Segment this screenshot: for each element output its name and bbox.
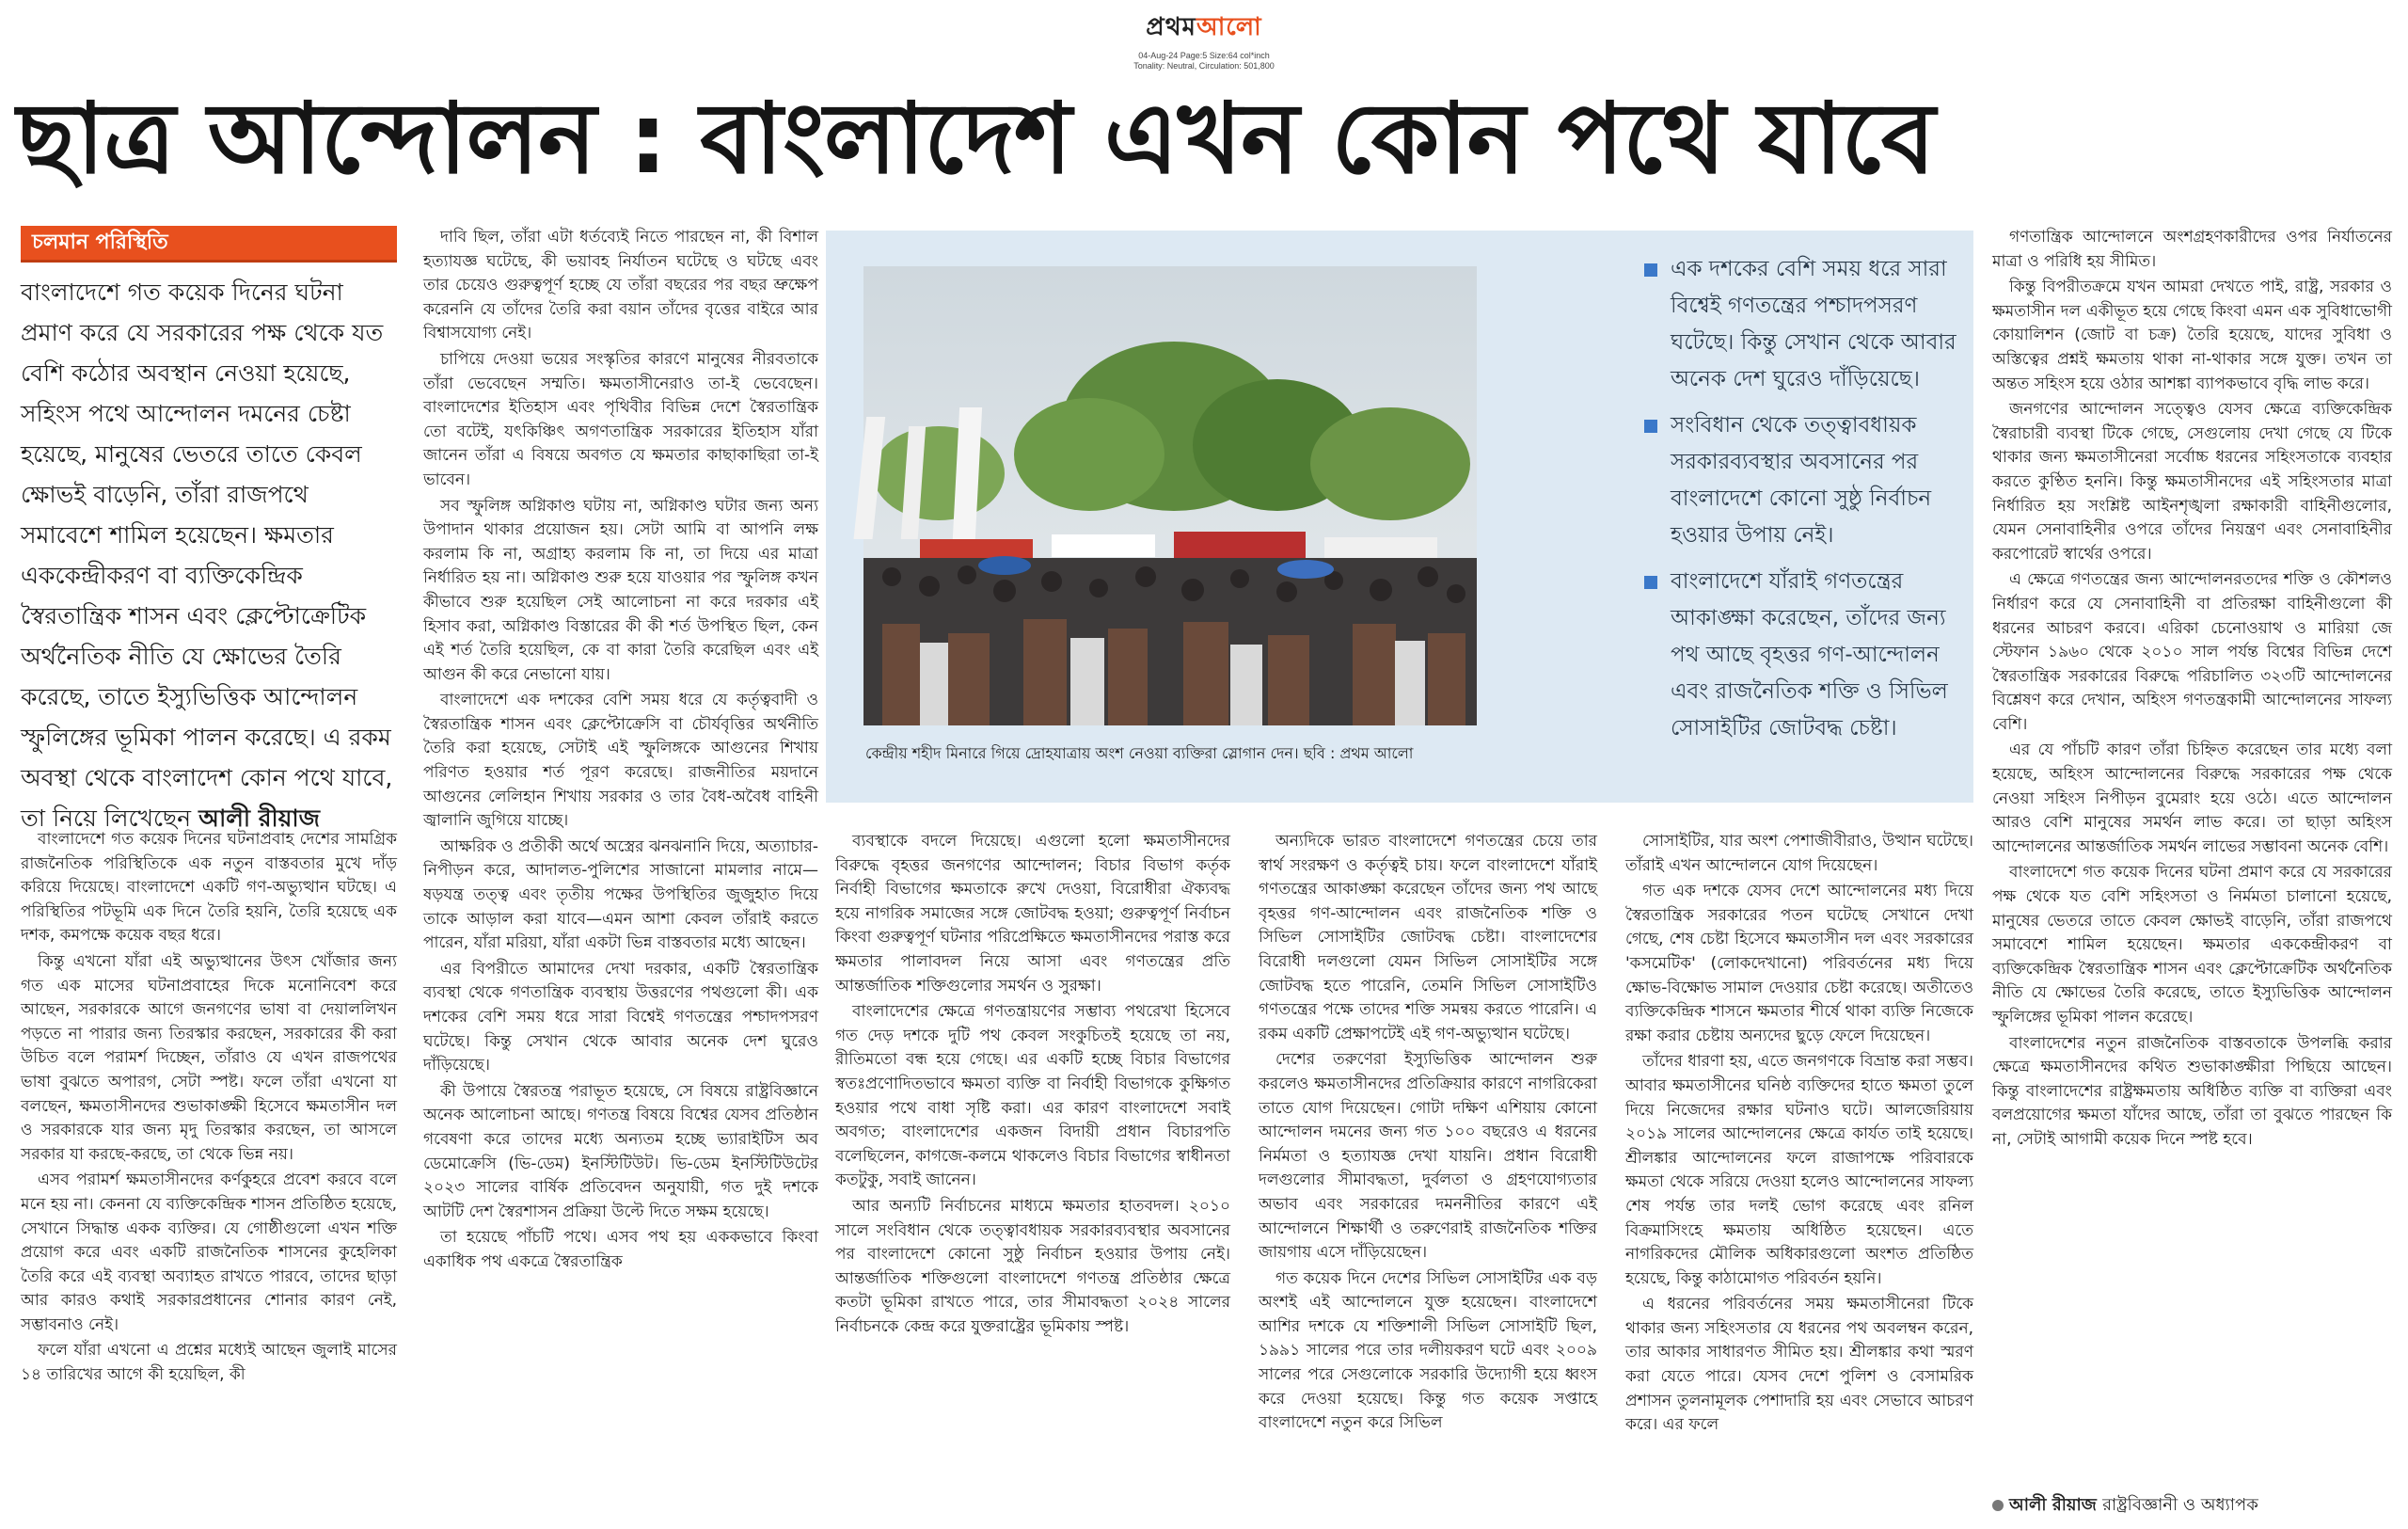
body-paragraph: সব স্ফুলিঙ্গ অগ্নিকাণ্ড ঘটায় না, অগ্নিকাণ্ড ঘটার জন্য অন্য উপাদান থাকার প্রয়োজন হয়। সেটা আমি বা আপনি লক্ষ করলাম কি না, অগ্রাহ্য করলাম কি না, তা দিয়ে এর মাত্রা নির্ধারিত হয় না। অগ্নিকাণ্ড শুরু হয়ে যাওয়ার পর স্ফুলিঙ্গ কখন কীভাবে শুরু হয়েছিল সেই আলোচনা না করে দরকার এই হিসাব করা, অগ্নিকাণ্ড বিস্তারের কী কী শর্ত উপস্থিত ছিল, কেন এই শর্ত তৈরি হয়েছিল, কে বা কারা তৈরি করেছিল এবং এই আগুন কী করে নেভানো যায়।: [423, 496, 818, 684]
author-dot-icon: [1992, 1500, 2004, 1511]
body-paragraph: কিন্তু বিপরীতক্রমে যখন আমরা দেখতে পাই, রাষ্ট্র, সরকার ও ক্ষমতাসীন দল একীভূত হয়ে গেছে কিংবা এমন এক সুবিধাভোগী কোয়ালিশন (জোট বা চক্র) তৈরি হয়েছে, যাদের সুবিধা ও অস্তিত্বের প্রশ্নই ক্ষমতায় থাকা না-থাকার সঙ্গে যুক্ত। তখন তা অন্তত সহিংস হয়ে ওঠার আশঙ্কা ব্যাপকভাবে বৃদ্ধি লাভ করে।: [1992, 278, 2392, 393]
body-paragraph: বাংলাদেশে গত কয়েক দিনের ঘটনা প্রমাণ করে যে সরকারের পক্ষ থেকে যত বেশি সহিংসতা ও নির্মমতা চালানো হয়েছে, মানুষের ভেতরে তাতে কেবল ক্ষোভই বাড়েনি, তাঁরা রাজপথে সমাবেশে শামিল হয়েছেন। ক্ষমতার এককেন্দ্রীকরণ বা ব্যক্তিকেন্দ্রিক স্বৈরতান্ত্রিক শাসন এবং ক্লেপ্টোক্রেটিক অর্থনৈতিক নীতি যে ক্ষোভের তৈরি করেছে, তাতে ইস্যুভিত্তিক আন্দোলন স্ফুলিঙ্গের ভূমিকা পালন করেছে।: [1992, 863, 2392, 1027]
body-paragraph: বাংলাদেশের নতুন রাজনৈতিক বাস্তবতাকে উপলব্ধি করার ক্ষেত্রে ক্ষমতাসীনদের কথিত শুভাকাঙ্ক্ষীরা পিছিয়ে আছেন। কিন্তু বাংলাদেশের রাষ্ট্রক্ষমতায় অধিষ্ঠিত ব্যক্তি বা ব্যক্তিরা এবং বলপ্রয়োগের ক্ষমতা যাঁদের আছে, তাঁরা তা বুঝতে পারছেন কি না, সেটাই আগামী কয়েক দিনে স্পষ্ট হবে।: [1992, 1033, 2392, 1149]
column-4: [1259, 830, 1597, 1529]
clipping-meta: 04-Aug-24 Page:5 Size:64 col*inch Tonality: Neutral, Circulation: 501,800: [1133, 51, 1275, 71]
body-paragraph: এর বিপরীতে আমাদের দেখা দরকার, একটি স্বৈরতান্ত্রিক ব্যবস্থা থেকে গণতান্ত্রিক ব্যবস্থায় উত্তরণের পথগুলো কী। এক দশকের বেশি সময় ধরে সারা বিশ্বেই গণতন্ত্রের পশ্চাদপসরণ ঘটেছে। কিন্তু সেখান থেকে আবার অনেক দেশ ঘুরেও দাঁড়িয়েছে।: [423, 959, 818, 1075]
bullet-square-icon: [1644, 420, 1657, 433]
body-paragraph: দেশের তরুণেরা ইস্যুভিত্তিক আন্দোলন শুরু করলেও ক্ষমতাসীনদের প্রতিক্রিয়ার কারণে নাগরিকেরা তাতে যোগ দিয়েছেন। গোটা দক্ষিণ এশিয়ায় কোনো আন্দোলন দমনের জন্য গত ১০০ বছরেও এ ধরনের নির্মমতা ও হত্যাযজ্ঞ দেখা যায়নি। প্রধান বিরোধী দলগুলোর সীমাবদ্ধতা, দুর্বলতা ও গ্রহণযোগ্যতার অভাব এবং সরকারের দমননীতির কারণে এই আন্দোলনে শিক্ষার্থী ও তরুণেরাই রাজনৈতিক শক্তির জায়গায় এসে দাঁড়িয়েছেন।: [1259, 1050, 1597, 1263]
body-paragraph: বাংলাদেশে এক দশকের বেশি সময় ধরে যে কর্তৃত্ববাদী ও স্বৈরতান্ত্রিক শাসন এবং ক্লেপ্টোক্রেসি বা চৌর্যবৃত্তির অর্থনীতি তৈরি করা হয়েছে, সেটাই এই স্ফুলিঙ্গকে আগুনের শিখায় পরিণত হওয়ার শর্ত পূরণ করেছে। রাজনীতির ময়দানে আগুনের লেলিহান শিখায় সরকার ও তার বৈধ-অবৈধ বাহিনী জ্বালানি জুগিয়ে যাচ্ছে।: [423, 691, 818, 831]
body-paragraph: দাবি ছিল, তাঁরা এটা ধর্তব্যেই নিতে পারছেন না, কী বিশাল হত্যাযজ্ঞ ঘটেছে, কী ভয়াবহ নির্যাতন ঘটেছে ও ঘটছে এবং তার চেয়েও গুরুত্বপূর্ণ হচ্ছে যে তাঁরা বছরের পর বছর ভ্রুক্ষেপ করেননি যে তাঁদের তৈরি করা বয়ান তাঁদের বৃত্তের বাইরে আর বিশ্বাসযোগ্য নেই।: [423, 228, 818, 343]
body-paragraph: অন্যদিকে ভারত বাংলাদেশে গণতন্ত্রের চেয়ে তার স্বার্থ সংরক্ষণ ও কর্তৃত্বই চায়। ফলে বাংলাদেশে যাঁরাই গণতন্ত্রের আকাঙ্ক্ষা করেছেন তাঁদের জন্য পথ আছে বৃহত্তর গণ-আন্দোলন এবং রাজনৈতিক শক্তি ও সিভিল সোসাইটির জোটবদ্ধ চেষ্টা। বাংলাদেশের বিরোধী দলগুলো যেমন সিভিল সোসাইটির সঙ্গে জোটবদ্ধ হতে পারেনি, তেমনি সিভিল সোসাইটিও গণতন্ত্রের পক্ষে তাদের শক্তি সমন্বয় করতে পারেনি। এ রকম একটি প্রেক্ষাপটেই এই গণ-অভ্যুত্থান ঘটেছে।: [1259, 832, 1597, 1043]
body-paragraph: ব্যবস্থাকে বদলে দিয়েছে। এগুলো হলো ক্ষমতাসীনদের বিরুদ্ধে বৃহত্তর জনগণের আন্দোলন; বিচার বিভাগ কর্তৃক নির্বাহী বিভাগের ক্ষমতাকে রুখে দেওয়া, বিরোধীরা ঐক্যবদ্ধ হয়ে নাগরিক সমাজের সঙ্গে জোটবদ্ধ হওয়া; গুরুত্বপূর্ণ নির্বাচন কিংবা গুরুত্বপূর্ণ ঘটনার পরিপ্রেক্ষিতে ক্ষমতাসীনদের পরাস্ত করে ক্ষমতার পালাবদল নিয়ে আসা এবং গণতন্ত্রের প্রতি আন্তর্জাতিক শক্তিগুলোর সমর্থন ও সুরক্ষা।: [835, 832, 1230, 995]
highlight-bullets: [1644, 251, 1964, 757]
body-paragraph: আক্ষরিক ও প্রতীকী অর্থে অস্ত্রের ঝনঝনানি দিয়ে, অত্যাচার-নিপীড়ন করে, আদালত-পুলিশের সাজানো মামলার নামে—ষড়যন্ত্র তত্ত্ব এবং তৃতীয় পক্ষের উপস্থিতির জুজুহাত দিয়ে তাকে আড়াল করা যাবে—এমন আশা কেবল তাঁরাই করতে পারেন, যাঁরা মরিয়া, যাঁরা একটা ভিন্ন বাস্তবতার মধ্যে আছেন।: [423, 836, 818, 953]
masthead: [1110, 8, 1298, 71]
body-paragraph: আর অন্যটি নির্বাচনের মাধ্যমে ক্ষমতার হাতবদল। ২০১০ সালে সংবিধান থেকে তত্ত্বাবধায়ক সরকারব্যবস্থার অবসানের পর বাংলাদেশে কোনো সুষ্ঠু নির্বাচন হওয়ার উপায় নেই। আন্তর্জাতিক শক্তিগুলো বাংলাদেশে গণতন্ত্র প্রতিষ্ঠার ক্ষেত্রে কতটা ভূমিকা রাখতে পারে, তার সীমাবদ্ধতা ২০২৪ সালের নির্বাচনকে কেন্দ্র করে যুক্তরাষ্ট্রের ভূমিকায় স্পষ্ট।: [835, 1196, 1230, 1336]
body-paragraph: এ ধরনের পরিবর্তনের সময় ক্ষমতাসীনেরা টিকে থাকার জন্য সহিংসতার যে ধরনের পথ অবলম্বন করেন, তার আকার সাধারণত সীমিত হয়। শ্রীলঙ্কার কথা স্মরণ করা যেতে পারে। যেসব দেশে পুলিশ ও বেসামরিক প্রশাসন তুলনামূলক পেশাদারি হয় এবং সেভাবে আচরণ করে। এর ফলে: [1625, 1295, 1973, 1435]
body-paragraph: তা হয়েছে পাঁচটি পথে। এসব পথ হয় এককভাবে কিংবা একাধিক পথ একত্রে স্বৈরতান্ত্রিক: [423, 1228, 818, 1271]
author-name: আলী রীয়াজ: [2009, 1495, 2097, 1515]
body-paragraph: জনগণের আন্দোলন সত্ত্বেও যেসব ক্ষেত্রে ব্যক্তিকেন্দ্রিক স্বৈরাচারী ব্যবস্থা টিকে গেছে, সেগুলোয় দেখা গেছে যে টিকে থাকার জন্য ক্ষমতাসীনেরা সর্বোচ্চ ধরনের সহিংসতাকে ব্যবহার করতে কুণ্ঠিত হননি। কিন্তু ক্ষমতাসীনদের এই সহিংসতার মাত্রা নির্ধারিত হয় সংশ্লিষ্ট আইনশৃঙ্খলা রক্ষাকারী বাহিনীগুলোর, যেমন সেনাবাহিনীর ওপরে তাঁদের নিয়ন্ত্রণ এবং সেনাবাহিনীর করপোরেট স্বার্থের ওপরে।: [1992, 400, 2392, 564]
bullet-square-icon: [1644, 576, 1657, 589]
column-5: [1625, 830, 1973, 1529]
body-paragraph: ফলে যাঁরা এখনো এ প্রশ্নের মধ্যেই আছেন জুলাই মাসের ১৪ তারিখের আগে কী হয়েছিল, কী: [21, 1341, 397, 1385]
body-paragraph: তাঁদের ধারণা হয়, এতে জনগণকে বিভ্রান্ত করা সম্ভব। আবার ক্ষমতাসীনের ঘনিষ্ঠ ব্যক্তিদের হাতে ক্ষমতা তুলে দিয়ে নিজেদের রক্ষার ঘটনাও ঘটে। আলজেরিয়ায় ২০১৯ সালের আন্দোলনের ক্ষেত্রে কার্যত তাই হয়েছে। শ্রীলঙ্কার আন্দোলনের ফলে রাজাপক্ষে পরিবারকে ক্ষমতা থেকে সরিয়ে দেওয়া হলেও আন্দোলনের সাফল্য শেষ পর্যন্ত তার দলই ভোগ করেছে এবং রনিল বিক্রমাসিংহে ক্ষমতায় অধিষ্ঠিত হয়েছেন। এতে নাগরিকদের মৌলিক অধিকারগুলো অংশত প্রতিষ্ঠিত হয়েছে, কিন্তু কাঠামোগত পরিবর্তন হয়নি।: [1625, 1052, 1973, 1288]
section-tag: চলমান পরিস্থিতি: [21, 226, 397, 263]
author-footer: [1992, 1491, 2392, 1521]
body-paragraph: গত এক দশকে যেসব দেশে আন্দোলনের মধ্য দিয়ে স্বৈরতান্ত্রিক সরকারের পতন ঘটেছে সেখানে দেখা গেছে, শেষ চেষ্টা হিসেবে ক্ষমতাসীন দল এবং সরকারের 'কসমেটিক' (লোকদেখানো) পরিবর্তনের মধ্য দিয়ে ক্ষোভ-বিক্ষোভ সামাল দেওয়ার চেষ্টা করেছে। অতীতেও ব্যক্তিকেন্দ্রিক শাসনে ক্ষমতার শীর্ষে থাকা ব্যক্তি নিজেকে রক্ষা করার চেষ্টায় অন্যদের ছুড়ে ফেলে দিয়েছেন।: [1625, 882, 1973, 1045]
column-3: [835, 830, 1230, 1529]
highlight-bullet: সংবিধান থেকে তত্ত্বাবধায়ক সরকারব্যবস্থার অবসানের পর বাংলাদেশে কোনো সুষ্ঠু নির্বাচন হওয়ার উপায় নেই।: [1644, 407, 1964, 554]
body-paragraph: কী উপায়ে স্বৈরতন্ত্র পরাভূত হয়েছে, সে বিষয়ে রাষ্ট্রবিজ্ঞানে অনেক আলোচনা আছে। গণতন্ত্র বিষয়ে বিশ্বের যেসব প্রতিষ্ঠান গবেষণা করে তাদের মধ্যে অন্যতম হচ্ছে ভ্যারাইটিস অব ডেমোক্রেসি (ভি-ডেম) ইনস্টিটিউট। ভি-ডেম ইনস্টিটিউটের ২০২৩ সালের বার্ষিক প্রতিবেদন অনুযায়ী, গত দুই দশকে আটটি দেশ স্বৈরশাসন প্রক্রিয়া উল্টে দিতে সক্ষম হয়েছে।: [423, 1081, 818, 1221]
body-paragraph: কিন্তু এখনো যাঁরা এই অভ্যুত্থানের উৎস খোঁজার জন্য গত এক মাসের ঘটনাপ্রবাহের দিকে মনোনিবেশ করে আছেন, সরকারকে আগে জনগণের ভাষা বা দেয়াললিখন পড়তে না পারার জন্য তিরস্কার করছেন, সরকারের কী করা উচিত বলে পরামর্শ দিচ্ছেন, তাঁরাও যে এখন রাজপথের ভাষা বুঝতে অপারগ, সেটা স্পষ্ট। ফলে তাঁরা এখনো যা বলছেন, ক্ষমতাসীনদের শুভাকাঙ্ক্ষী হিসেবে ক্ষমতাসীন দল ও সরকারকে যার জন্য মৃদু তিরস্কার করছেন, তা আসলে সরকার যা করছে-করছে, তা থেকে ভিন্ন নয়।: [21, 951, 397, 1164]
highlight-bullet: বাংলাদেশে যাঁরাই গণতন্ত্রের আকাঙ্ক্ষা করেছেন, তাঁদের জন্য পথ আছে বৃহত্তর গণ-আন্দোলন এবং রাজনৈতিক শক্তি ও সিভিল সোসাইটির জোটবদ্ধ চেষ্টা।: [1644, 564, 1964, 747]
protest-photo-illustration: [863, 266, 1477, 725]
protest-photo: [863, 266, 1477, 725]
column-6: [1992, 226, 2392, 1468]
body-paragraph: চাপিয়ে দেওয়া ভয়ের সংস্কৃতির কারণে মানুষের নীরবতাকে তাঁরা ভেবেছেন সম্মতি। ক্ষমতাসীনেরাও তা-ই ভেবেছেন। বাংলাদেশের ইতিহাস এবং পৃথিবীর বিভিন্ন দেশে স্বৈরতান্ত্রিক তো বটেই, যৎকিঞ্চিৎ অগণতান্ত্রিক সরকারের ইতিহাস যাঁরা জানেন তাঁরা এ বিষয়ে অবগত যে ক্ষমতার কাছাকাছিরা তা-ই ভাবেন।: [423, 349, 818, 489]
bullet-square-icon: [1644, 263, 1657, 277]
body-paragraph: সোসাইটির, যার অংশ পেশাজীবীরাও, উত্থান ঘটেছে। তাঁরাই এখন আন্দোলনে যোগ দিয়েছেন।: [1625, 832, 1973, 875]
body-paragraph: বাংলাদেশের ক্ষেত্রে গণতন্ত্রায়ণের সম্ভাব্য পথরেখা হিসেবে গত দেড় দশকে দুটি পথ কেবল সংকুচিতই হয়েছে তা নয়, রীতিমতো বন্ধ হয়ে গেছে। এর একটি হচ্ছে বিচার বিভাগের স্বতঃপ্রণোদিতভাবে ক্ষমতা ব্যক্তি বা নির্বাহী বিভাগকে কুক্ষিগত হওয়ার পথে বাধা সৃষ্টি করা। এর কারণ বাংলাদেশে সবাই অবগত; বাংলাদেশের একজন বিদায়ী প্রধান বিচারপতি বলেছিলেন, কাগজে-কলমে থাকলেও বিচার বিভাগের স্বাধীনতা কতটুকু, সবাই জানেন।: [835, 1002, 1230, 1190]
body-paragraph: গণতান্ত্রিক আন্দোলনে অংশগ্রহণকারীদের ওপর নির্যাতনের মাত্রা ও পরিধি হয় সীমিত।: [1992, 228, 2392, 271]
highlight-bullet: এক দশকের বেশি সময় ধরে সারা বিশ্বেই গণতন্ত্রের পশ্চাদপসরণ ঘটেছে। কিন্তু সেখান থেকে আবার অনেক দেশ ঘুরেও দাঁড়িয়েছে।: [1644, 251, 1964, 398]
body-paragraph: গত কয়েক দিনে দেশের সিভিল সোসাইটির এক বড় অংশই এই আন্দোলনে যুক্ত হয়েছেন। বাংলাদেশে আশির দশকে যে শক্তিশালী সিভিল সোসাইটি ছিল, ১৯৯১ সালের পরে তার দলীয়করণ ঘটে এবং ২০০৯ সালের পরে সেগুলোকে সরকারি উদ্যোগী হয়ে ধ্বংস করে দেওয়া হয়েছে। কিন্তু গত কয়েক সপ্তাহে বাংলাদেশে নতুন করে সিভিল: [1259, 1268, 1597, 1433]
lead-text: বাংলাদেশে গত কয়েক দিনের ঘটনা প্রমাণ করে যে সরকারের পক্ষ থেকে যত বেশি কঠোর অবস্থান নেওয়া হয়েছে, সহিংস পথে আন্দোলন দমনের চেষ্টা হয়েছে, মানুষের ভেতরে তাতে কেবল ক্ষোভই বাড়েনি, তাঁরা রাজপথে সমাবেশে শামিল হয়েছেন। ক্ষমতার এককেন্দ্রীকরণ বা ব্যক্তিকেন্দ্রিক স্বৈরতান্ত্রিক শাসন এবং ক্লেপ্টোক্রেটিক অর্থনৈতিক নীতি যে ক্ষোভের তৈরি করেছে, তাতে ইস্যুভিত্তিক আন্দোলন স্ফুলিঙ্গের ভূমিকা পালন করেছে। এ রকম অবস্থা থেকে বাংলাদেশ কোন পথে যাবে, তা নিয়ে লিখেছেন আলী রীয়াজ: [21, 279, 393, 832]
headline: ছাত্র আন্দোলন : বাংলাদেশ এখন কোন পথে যাবে: [17, 81, 1935, 196]
lead-byline: আলী রীয়াজ: [198, 804, 320, 832]
column-2: [423, 226, 818, 1529]
lead-block: [21, 226, 397, 832]
body-paragraph: বাংলাদেশে গত কয়েক দিনের ঘটনাপ্রবাহ দেশের সামগ্রিক রাজনৈতিক পরিস্থিতিকে এক নতুন বাস্তবতার মুখে দাঁড় করিয়ে দিয়েছে। বাংলাদেশে একটি গণ-অভ্যুত্থান ঘটছে। এ পরিস্থিতির পটভূমি এক দিনে তৈরি হয়নি, তৈরি হয়েছে এক দশক, কমপক্ষে কয়েক বছর ধরে।: [21, 830, 397, 946]
column-1: [21, 828, 397, 1529]
author-role: রাষ্ট্রবিজ্ঞানী ও অধ্যাপক: [2102, 1495, 2258, 1515]
photo-caption: কেন্দ্রীয় শহীদ মিনারে গিয়ে দ্রোহযাত্রায় অংশ নেওয়া ব্যক্তিরা স্লোগান দেন। ছবি : প্রথম আলো: [865, 744, 1414, 762]
body-paragraph: এসব পরামর্শ ক্ষমতাসীনদের কর্ণকুহরে প্রবেশ করবে বলে মনে হয় না। কেননা যে ব্যক্তিকেন্দ্রিক শাসন প্রতিষ্ঠিত হয়েছে, সেখানে সিদ্ধান্ত একক ব্যক্তির। যে গোষ্ঠীগুলো এখন শক্তি প্রয়োগ করে এবং একটি রাজনৈতিক শাসনের কুহেলিকা তৈরি করে এই ব্যবস্থা অব্যাহত রাখতে পারবে, তাদের ছাড়া আর কারও কথাই সরকারপ্রধানের শোনার কারণ নেই, সম্ভাবনাও নেই।: [21, 1171, 397, 1334]
body-paragraph: এ ক্ষেত্রে গণতন্ত্রের জন্য আন্দোলনরতদের শক্তি ও কৌশলও নির্ধারণ করে যে সেনাবাহিনী বা প্রতিরক্ষা বাহিনীগুলো কী ধরনের আচরণ করবে। এরিকা চেনোওয়াথ ও মারিয়া জে স্টেফান ১৯৬০ থেকে ২০১০ সাল পর্যন্ত বিশ্বের বিভিন্ন দেশে স্বৈরতান্ত্রিক সরকারের বিরুদ্ধে পরিচালিত ৩২৩টি আন্দোলনের বিশ্লেষণ করে দেখান, অহিংস গণতন্ত্রকামী আন্দোলনের সাফল্য বেশি।: [1992, 570, 2392, 734]
newspaper-logo: প্রথমআলো: [1146, 13, 1262, 41]
feature-box: [826, 231, 1973, 803]
body-paragraph: এর যে পাঁচটি কারণ তাঁরা চিহ্নিত করেছেন তার মধ্যে বলা হয়েছে, অহিংস আন্দোলনের বিরুদ্ধে সরকারের পক্ষ থেকে নেওয়া সহিংস নিপীড়ন বুমেরাং হয়ে ওঠে। এতে আন্দোলন আরও বেশি মানুষের সমর্থন লাভ করে। তা ছাড়া অহিংস আন্দোলনের আন্তর্জাতিক সমর্থন লাভের সম্ভাবনা অনেক বেশি।: [1992, 741, 2392, 856]
